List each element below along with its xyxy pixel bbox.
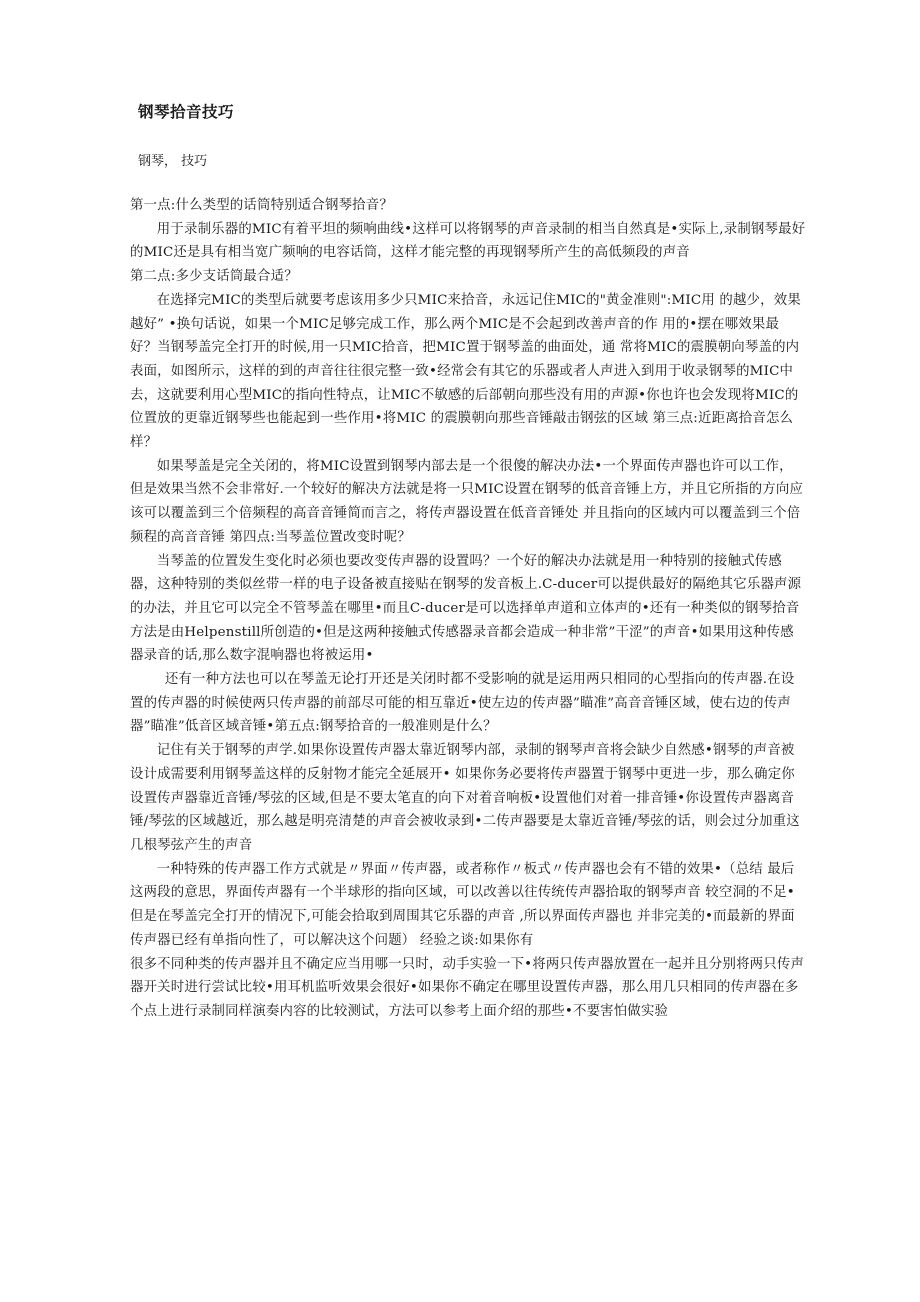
paragraph: 还有一种方法也可以在琴盖无论打开还是关闭时都不受影响的就是运用两只相同的心型指向的传声器.在设置的传声器的时候使两只传声器的前部尽可能的相互靠近•使左边的传声器”瞄准”高音音锤区域，使右边的传声器”瞄准”低音区域音锤•第五点:钢琴拾音的一般准则是什么？ xyxy=(130,672,795,735)
paragraph: 当琴盖的位置发生变化时必须也要改变传声器的设置吗？一个好的解决办法就是用一种特别的接触式传感器，这种特别的类似丝带一样的电子设备被直接贴在钢琴的发音板上.C-ducer可以提供最好的隔绝其它乐器声源的办法，并且它可以完全不管琴盖在哪里•而且C-ducer是可以选择单声道和立体声的•还有一种类似的钢琴拾音方法是由Helpenstill所创造的•但是这两种接触式传感器录音都会造成一种非常”干涩”的声音•如果用这种传感器录音的话,那么数字混响器也将被运用• xyxy=(130,553,802,664)
paragraph: 一种特殊的传声器工作方式就是〃界面〃传声器，或者称作〃板式〃传声器也会有不错的效果•（总结 最后这两段的意思，界面传声器有一个半球形的指向区域，可以改善以往传统传声器拾取的钢琴声音 较空洞的不足•但是在琴盖完全打开的情况下,可能会拾取到周围其它乐器的声音 ,所以界面传声器也 并非完美的•而最新的界面传声器已经有单指向性了，可以解决这个问题） 经验之谈:如果你有 xyxy=(130,861,795,948)
paragraph: 用于录制乐器的MIC有着平坦的频响曲线•这样可以将钢琴的声音录制的相当自然真是•实际上,录制钢琴最好的MIC还是具有相当宽广频响的电容话筒，这样才能完整的再现钢琴所产生的高低频段的声音 xyxy=(130,221,806,261)
heading-point-2: 第二点:多少支话筒最合适？ xyxy=(130,269,298,285)
paragraph: 很多不同种类的传声器并且不确定应当用哪一只时，动手实验一下•将两只传声器放置在一起并且分别将两只传声器开关时进行尝试比较•用耳机监听效果会很好•如果你不确定在哪里设置传声器，那么用几只相同的传声器在多个点上进行录制同样演奏内容的比较测试，方法可以参考上面介绍的那些•不要害怕做实验 xyxy=(130,956,805,1019)
paragraph: 记住有关于钢琴的声学.如果你设置传声器太靠近钢琴内部，录制的钢琴声音将会缺少自然感•钢琴的声音被设计成需要利用钢琴盖这样的反射物才能完全延展开• 如果你务必要将传声器置于钢琴中更进一步，那么确定你设置传声器靠近音锤/琴弦的区域,但是不要太笔直的向下对着音响板•设置他们对着一排音锤•你设置传声器离音锤/琴弦的区域越近，那么越是明亮清楚的声音会被收录到•二传声器要是太靠近音锤/琴弦的话，则会过分加重这几根琴弦产生的声音 xyxy=(130,743,800,853)
paragraph: 如果琴盖是完全关闭的，将MIC设置到钢琴内部去是一个很傻的解决办法•一个界面传声器也许可以工作，但是效果当然不会非常好.一个较好的解决方法就是将一只MIC设置在钢琴的低音音锤上方，并且它所指的方向应该可以覆盖到三个倍频程的高音音锤简而言之，将传声器设置在低音音锤处 并且指向的区域内可以覆盖到三个倍频程的高音音锤 第四点:当琴盖位置改变时呢？ xyxy=(130,458,804,545)
document-title: 钢琴拾音技巧 xyxy=(138,102,235,121)
paragraph: 在选择完MIC的类型后就要考虑该用多少只MIC来拾音，永远记住MIC的"黄金准则":MIC用 的越少，效果越好” •换句话说，如果一个MIC足够完成工作，那么两个MIC是不会起到改善声音的作 用的•摆在哪效果最好？当钢琴盖完全打开的时候,用一只MIC拾音，把MIC置于钢琴盖的曲面处，通 常将MIC的震膜朝向琴盖的内表面，如图所示，这样的到的声音往往很完整一致•经常会有其它的乐器或者人声进入到用于收录钢琴的MIC中去，这就要利用心型MIC的指向性特点，让MIC不敏感的后部朝向那些没有用的声源•你也许也会发现将MIC的位置放的更靠近钢琴些也能起到一些作用•将MIC 的震膜朝向那些音锤敲击钢弦的区域 第三点:近距离拾音怎么样？ xyxy=(130,292,801,451)
heading-point-1: 第一点:什么类型的话筒特别适合钢琴拾音？ xyxy=(130,198,393,213)
document-keywords: 钢琴， 技巧 xyxy=(138,154,208,169)
document-body xyxy=(130,194,806,1024)
